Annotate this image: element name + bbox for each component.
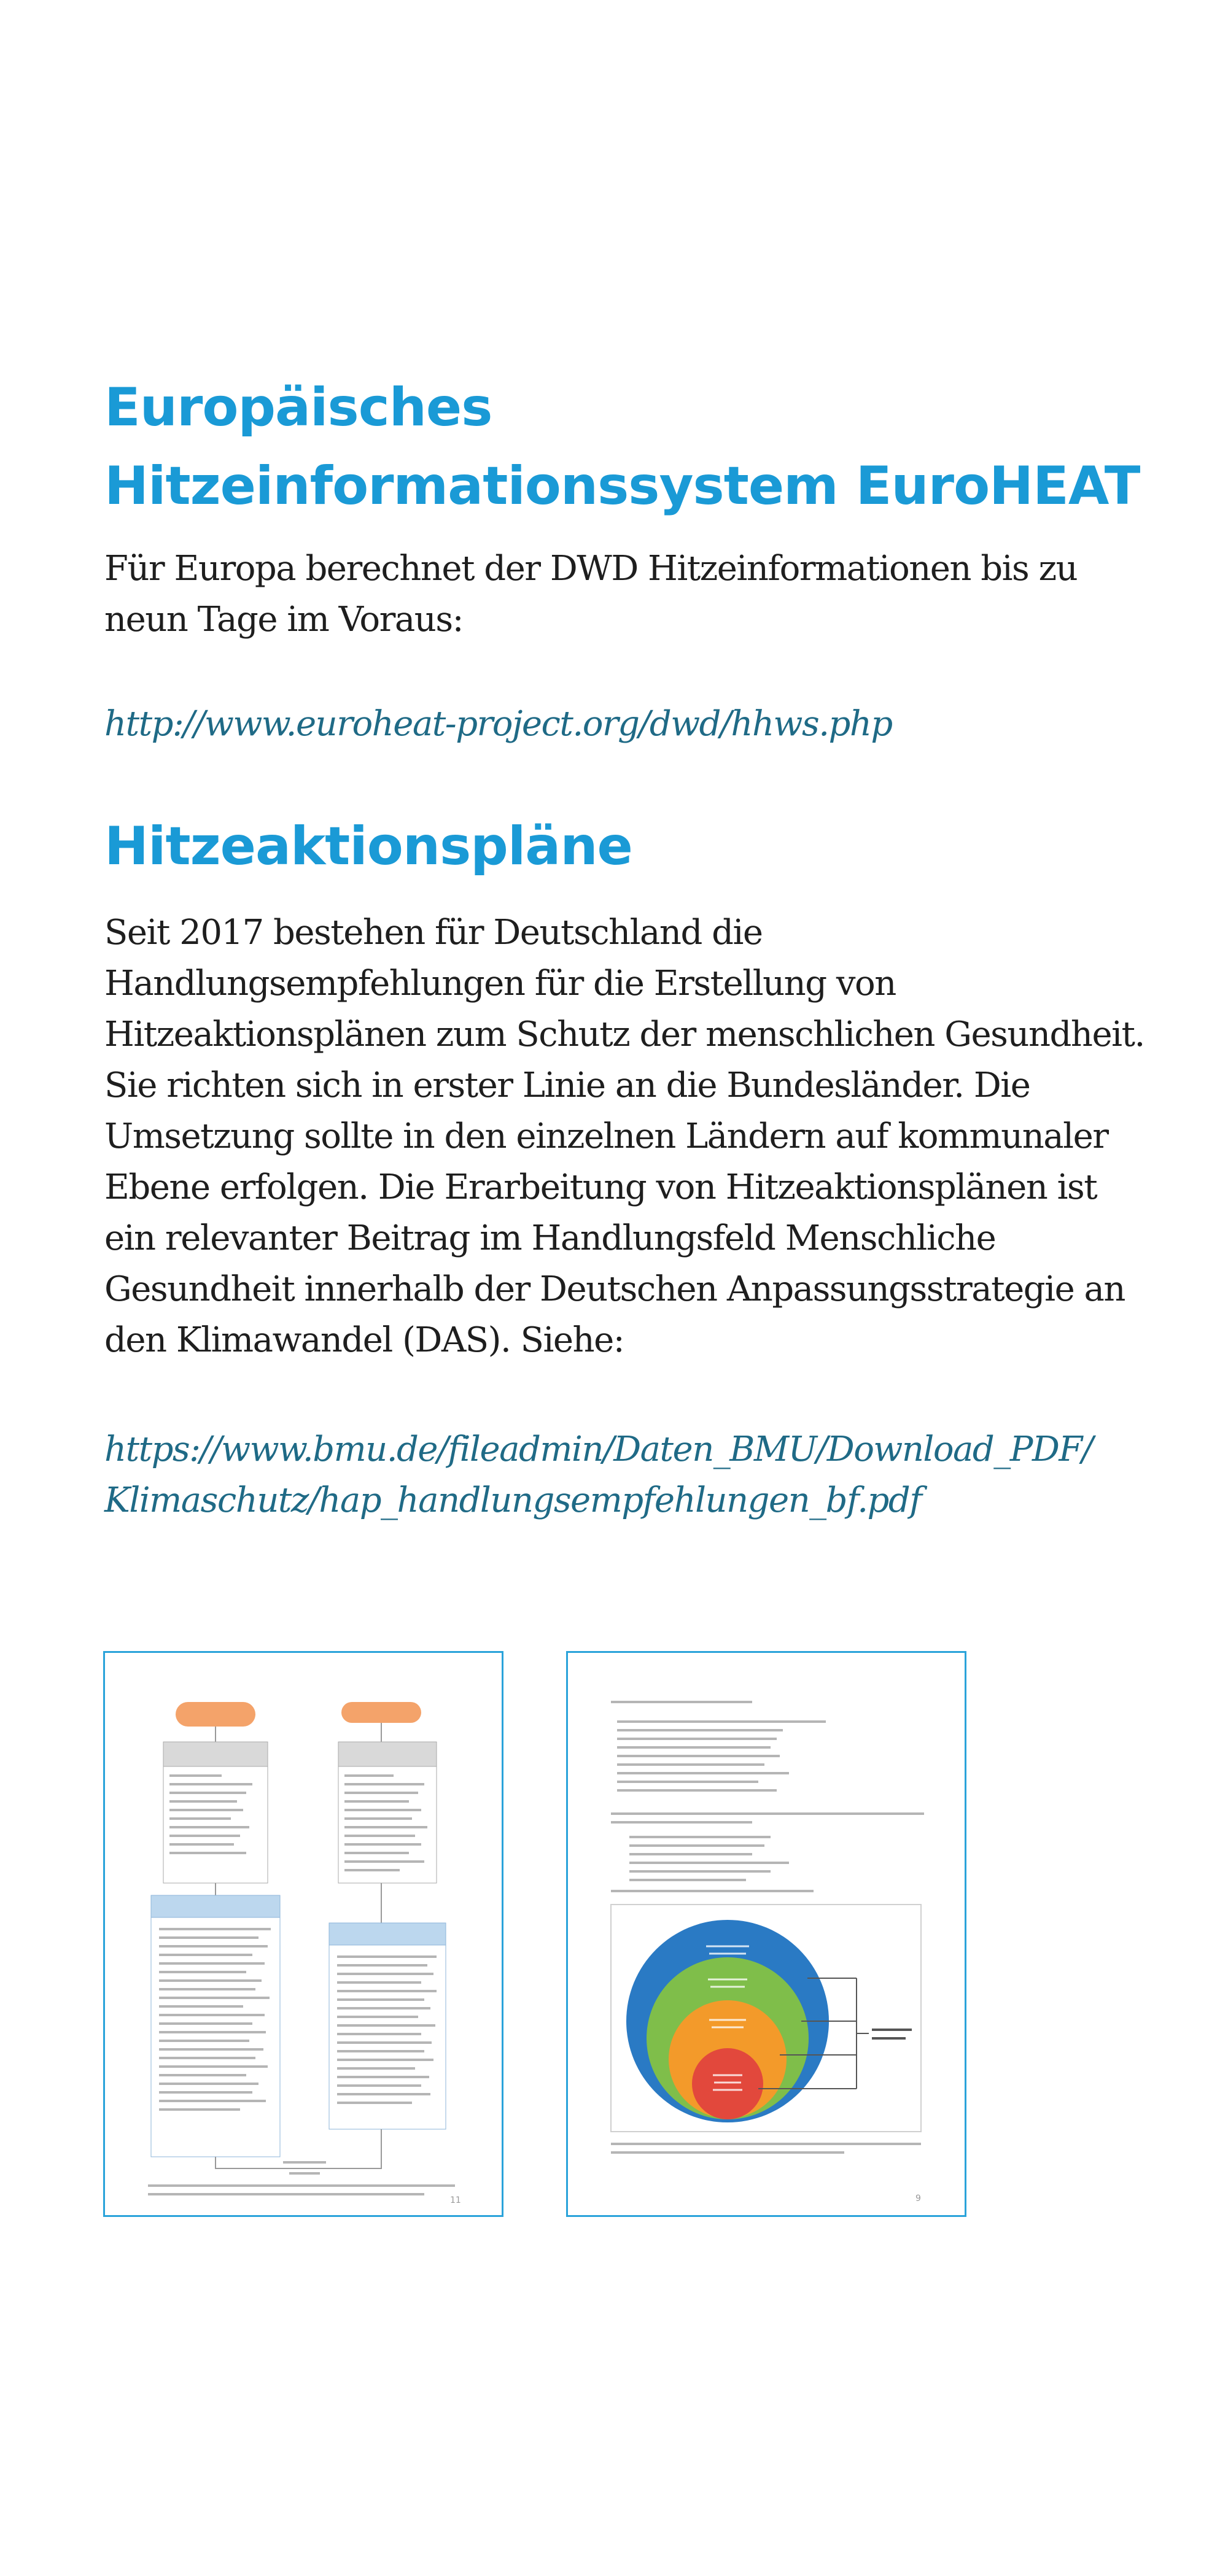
bmu-link-line-1: https://www.bmu.de/fileadmin/Daten_BMU/Download_PDF/ [104, 1429, 1093, 1469]
thumbnail-page-number: 9 [915, 2194, 921, 2203]
thumbnail-page-number: 11 [450, 2195, 461, 2205]
bmu-link[interactable] [104, 1424, 1173, 1526]
flowchart-preview-image [105, 1653, 502, 2215]
bmu-link-line-2: Klimaschutz/hap_handlungsempfehlungen_bf.pdf [104, 1480, 922, 1520]
title-line-1: Europäisches [104, 377, 492, 438]
hitzeaktionsplaene-description: Seit 2017 bestehen für Deutschland die Handlungsempfehlungen für die Erstellung von Hitzeaktionsplänen zum Schutz der menschlichen Gesundheit. Sie richten sich in erster Linie an die Bundesländer. Die Umsetzung sollte in den einzelnen Ländern auf kommunaler Ebene erfolgen. Die Erarbeitung von Hitzeaktionsplänen ist ein relevanter Beitrag im Handlungsfeld Menschliche Gesundheit innerhalb der Deutschen Anpassungsstrategie an den Klimawandel (DAS). Siehe: [104, 913, 1144, 1360]
document-thumbnail-circles[interactable] [566, 1651, 966, 2217]
title-line-2: Hitzeinformationssystem EuroHEAT [104, 455, 1140, 517]
document-thumbnail-flowchart[interactable] [103, 1651, 503, 2217]
section-title-hitzeaktionsplaene: Hitzeaktionspläne [104, 816, 632, 877]
circles-preview-image [568, 1653, 965, 2215]
euroheat-description: Für Europa berechnet der DWD Hitzeinformationen bis zu neun Tage im Voraus: [104, 549, 1078, 640]
section-title-euroheat [104, 368, 1210, 525]
euroheat-link[interactable]: http://www.euroheat-project.org/dwd/hhws.php [104, 704, 892, 744]
